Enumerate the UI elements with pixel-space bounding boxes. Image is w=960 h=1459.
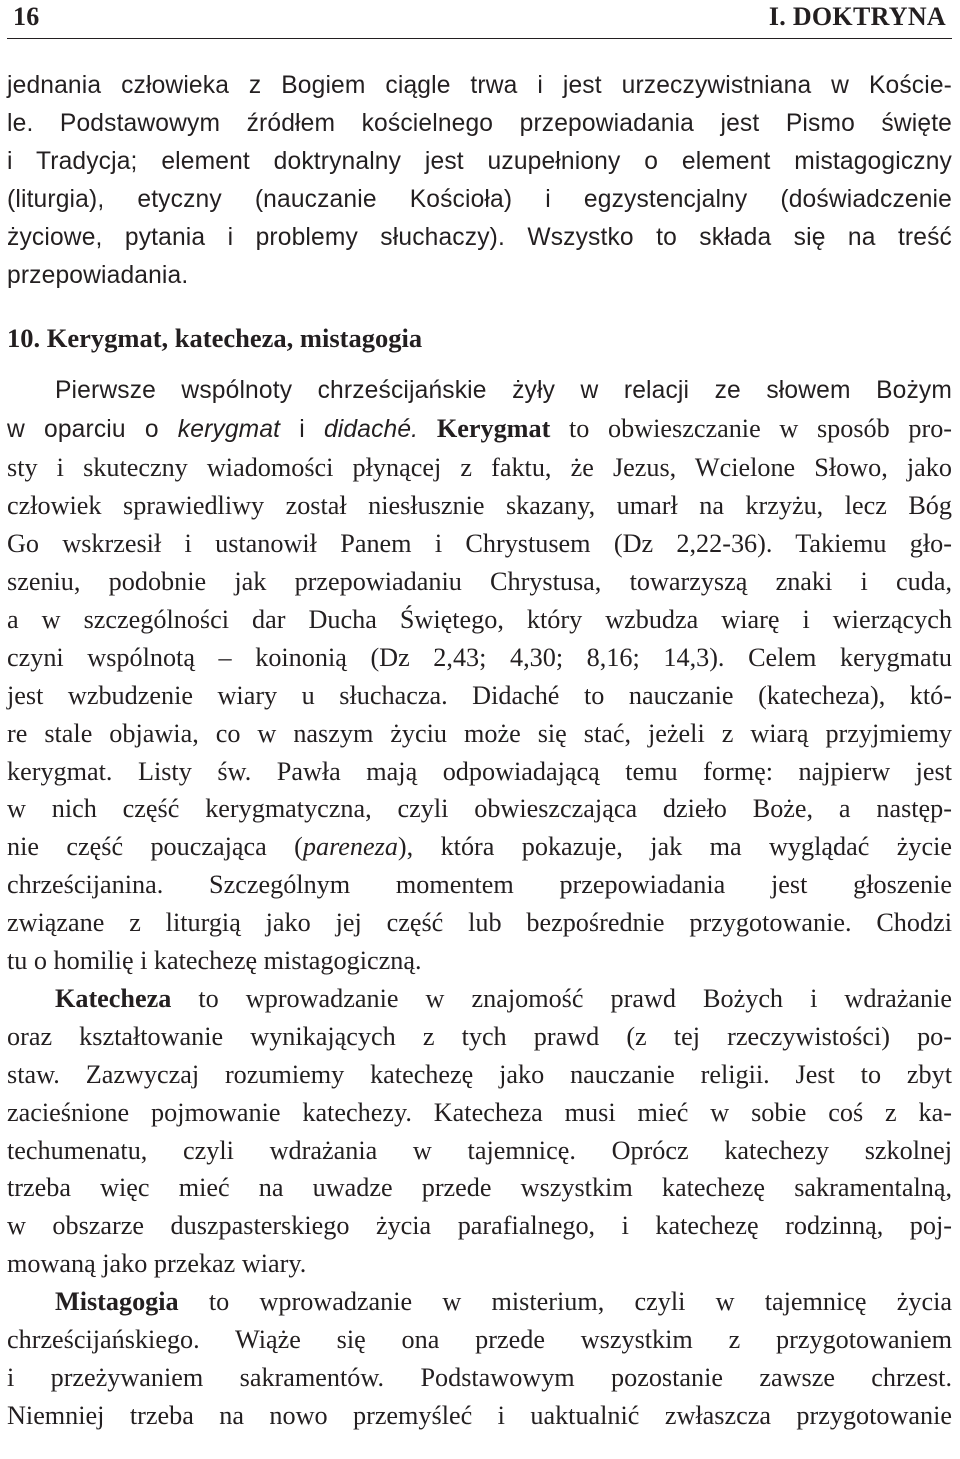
kerygmat-paragraph bbox=[7, 410, 952, 980]
text-run: to obwieszczanie w sposób pro- bbox=[550, 414, 953, 444]
term-katecheza: Katecheza bbox=[55, 983, 172, 1013]
text-line: przepowiadania. bbox=[7, 261, 189, 289]
text-line bbox=[7, 410, 952, 449]
text-line: człowiek sprawiedliwy został niesłusznie skazany, umarł na krzyżu, lecz Bóg bbox=[7, 491, 952, 521]
running-head bbox=[7, 0, 952, 40]
text-run bbox=[418, 414, 437, 443]
text-line: oraz kształtowanie wynikających z tych prawd (z tej rzeczywistości) po- bbox=[7, 1021, 952, 1051]
text-line: chrześcijańskiego. Wiąże się ona przede wszystkim z przygotowaniem bbox=[7, 1325, 952, 1355]
text-line: mowaną jako przekaz wiary. bbox=[7, 1249, 307, 1279]
text-line: w nich część kerygmatyczna, czyli obwieszczająca dzieło Boże, a następ- bbox=[7, 794, 952, 824]
text-run: to wprowadzanie w znajomość prawd Bożych i wdrażanie bbox=[171, 983, 952, 1013]
text-line: (liturgia), etyczny (nauczanie Kościoła) i egzystencjalny (doświadczenie bbox=[7, 185, 952, 213]
intro-paragraph bbox=[7, 67, 952, 294]
text-line: staw. Zazwyczaj rozumiemy katechezę jako nauczanie religii. Jest to zbyt bbox=[7, 1059, 952, 1089]
text-line: czyni wspólnotą – koinonią (Dz 2,43; 4,30; 8,16; 14,3). Celem kerygmatu bbox=[7, 642, 952, 672]
text-run: w oparciu o bbox=[7, 416, 178, 444]
section-heading: 10. Kerygmat, katecheza, mistagogia bbox=[7, 323, 423, 354]
text-run: i bbox=[280, 416, 324, 444]
text-line: Niemniej trzeba na nowo przemyśleć i uaktualnić zwłaszcza przygotowanie bbox=[7, 1400, 952, 1430]
text-line: le. Podstawowym źródłem kościelnego przepowiadania jest Pismo święte bbox=[7, 109, 952, 137]
text-line: w obszarze duszpasterskiego życia parafialnego, i katechezę rodzinną, poj- bbox=[7, 1211, 952, 1241]
text-line: kerygmat. Listy św. Pawła mają odpowiadającą temu formę: najpierw jest bbox=[7, 756, 952, 786]
text-line: i Tradycja; element doktrynalny jest uzupełniony o element mistagogiczny bbox=[7, 147, 952, 175]
text-line: Go wskrzesił i ustanowił Panem i Chrystusem (Dz 2,22-36). Takiemu gło- bbox=[7, 529, 952, 559]
text-line: szeniu, podobnie jak przepowiadaniu Chrystusa, towarzyszą znaki i cuda, bbox=[7, 566, 952, 596]
text-line: zacieśnione pojmowanie katechezy. Katecheza musi mieć w sobie coś z ka- bbox=[7, 1097, 952, 1127]
text-line bbox=[7, 980, 952, 1018]
text-run: ), która pokazuje, jak ma wyglądać życie bbox=[397, 832, 952, 862]
text-line: chrześcijanina. Szczególnym momentem przepowiadania jest głoszenie bbox=[7, 870, 952, 900]
text-line: i przeżywaniem sakramentów. Podstawowym pozostanie zawsze chrzest. bbox=[7, 1363, 952, 1392]
section-lead-in bbox=[7, 372, 952, 410]
text-line: jednania człowieka z Bogiem ciągle trwa i jest urzeczywistniana w Koście- bbox=[7, 72, 952, 99]
text-line: tu o homilię i katechezę mistagogiczną. bbox=[7, 946, 422, 976]
term-didache-italic: didaché. bbox=[323, 416, 419, 444]
term-pareneza: pareneza bbox=[302, 832, 398, 862]
text-run: nie część pouczająca ( bbox=[7, 832, 303, 862]
term-kerygmat-italic: kerygmat bbox=[177, 416, 281, 444]
text-line: sty i skuteczny wiadomości płynącej z faktu, że Jezus, Wcielone Słowo, jako bbox=[7, 453, 952, 483]
mistagogia-paragraph bbox=[7, 1283, 952, 1435]
text-line bbox=[7, 828, 952, 866]
term-mistagogia: Mistagogia bbox=[55, 1287, 179, 1317]
text-line: techumenatu, czyli wdrażania w tajemnicę. Oprócz katechezy szkolnej bbox=[7, 1135, 952, 1165]
katecheza-paragraph bbox=[7, 980, 952, 1283]
text-run: to wprowadzanie w misterium, czyli w tajemnicę życia bbox=[178, 1287, 952, 1317]
header-rule bbox=[7, 38, 952, 39]
term-kerygmat: Kerygmat bbox=[436, 414, 551, 444]
text-line: Pierwsze wspólnoty chrześcijańskie żyły w relacji ze słowem Bożym bbox=[55, 377, 952, 405]
text-line: związane z liturgią jako jej część lub bezpośrednie przygotowanie. Chodzi bbox=[7, 908, 952, 938]
text-line: życiowe, pytania i problemy słuchaczy). Wszystko to składa się na treść bbox=[7, 223, 952, 251]
text-line: re stale objawia, co w naszym życiu może się stać, jeżeli z wiarą przyjmiemy bbox=[7, 718, 952, 748]
text-line: a w szczególności dar Ducha Świętego, który wzbudza wiarę i wierzących bbox=[7, 604, 952, 634]
text-line: jest wzbudzenie wiary u słuchacza. Didaché to nauczanie (katecheza), któ- bbox=[7, 680, 952, 710]
chapter-title: I. DOKTRYNA bbox=[768, 2, 946, 31]
text-line: trzeba więc mieć na uwadze przede wszystkim katechezę sakramentalną, bbox=[7, 1173, 952, 1203]
page-number: 16 bbox=[13, 2, 40, 31]
text-line bbox=[7, 1283, 952, 1321]
